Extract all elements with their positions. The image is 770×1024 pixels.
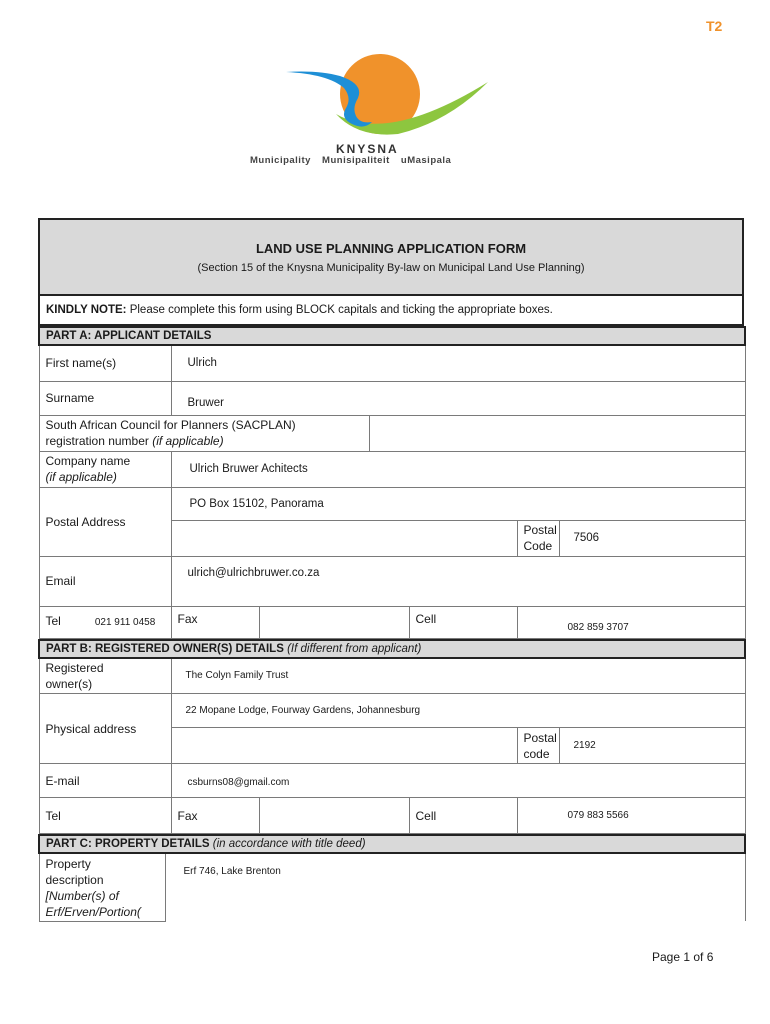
sacplan-label [39, 415, 369, 451]
part-b-table [38, 639, 746, 835]
b-email-label: E-mail [39, 764, 171, 798]
b-cell-field[interactable]: 079 883 5566 [517, 798, 745, 834]
kindly-note [39, 295, 743, 325]
property-label-1: Property [45, 857, 91, 871]
physical-address-field[interactable]: 22 Mopane Lodge, Fourway Gardens, Johannesburg [171, 694, 745, 728]
part-c-table [38, 834, 746, 922]
logo-sub-afrikaans: Munisipaliteit [322, 155, 390, 166]
email-field[interactable]: ulrich@ulrichbruwer.co.za [171, 556, 745, 606]
part-b-heading-note: (If different from applicant) [283, 642, 422, 655]
part-a-table [38, 326, 746, 639]
email-label: Email [39, 556, 171, 606]
part-b-heading [39, 640, 745, 658]
tel-label [39, 606, 171, 638]
note-text: Please complete this form using BLOCK capitals and ticking the appropriate boxes. [126, 304, 553, 316]
sacplan-label-note: (if applicable) [152, 434, 224, 448]
b-postal-code-label-2: code [523, 746, 550, 761]
part-a-heading: PART A: APPLICANT DETAILS [39, 327, 745, 345]
owner-label-1: Registered [45, 660, 104, 675]
b-tel-label-text: Tel [45, 808, 61, 823]
b-fax-label: Fax [171, 798, 259, 834]
logo-subtitle [250, 155, 459, 166]
part-b-heading-text: PART B: REGISTERED OWNER(S) DETAILS [46, 642, 284, 655]
form-title-block [39, 219, 743, 295]
property-description-label [39, 853, 165, 921]
part-c-heading-text: PART C: PROPERTY DETAILS [46, 838, 210, 850]
physical-address-line2[interactable] [171, 728, 517, 764]
b-fax-field[interactable] [259, 798, 409, 834]
page-number: Page 1 of 6 [652, 950, 714, 964]
b-tel-label [39, 798, 171, 834]
tel-label-text: Tel [45, 614, 61, 628]
fax-label: Fax [171, 606, 259, 638]
postal-address-field[interactable]: PO Box 15102, Panorama [171, 487, 745, 520]
company-label [39, 451, 171, 487]
sacplan-label-line2 [46, 433, 363, 449]
property-label-2: description [45, 873, 104, 887]
b-cell-label: Cell [409, 798, 517, 834]
property-label-4: Erf/Erven/Portion( [45, 905, 141, 919]
owner-label-2: owner(s) [45, 676, 93, 691]
postal-code-label [517, 520, 559, 556]
postal-code-label-1: Postal [523, 523, 557, 537]
surname-field[interactable]: Bruwer [171, 381, 745, 415]
form-title: LAND USE PLANNING APPLICATION FORM [255, 240, 527, 256]
b-postal-code-label [517, 728, 559, 764]
form-code-tag: T2 [706, 18, 723, 34]
surname-label: Surname [39, 381, 171, 415]
logo-sub-english: Municipality [250, 155, 311, 166]
sacplan-field[interactable] [369, 415, 745, 451]
b-email-field[interactable]: csburns08@gmail.com [171, 764, 745, 798]
form-subtitle: (Section 15 of the Knysna Municipality By-law on Municipal Land Use Planning) [197, 261, 585, 274]
company-field[interactable]: Ulrich Bruwer Achitects [171, 451, 745, 487]
first-name-label: First name(s) [39, 345, 171, 381]
note-label: KINDLY NOTE: [46, 304, 127, 316]
first-name-field[interactable]: Ulrich [171, 345, 745, 381]
logo-sub-xhosa: uMasipala [400, 155, 452, 166]
sacplan-label-line1: South African Council for Planners (SACPLAN) [45, 418, 296, 432]
property-label-3: [Number(s) of [45, 889, 119, 903]
postal-address-label: Postal Address [39, 487, 171, 556]
part-c-heading [39, 835, 745, 853]
postal-code-field[interactable]: 7506 [559, 520, 745, 556]
sacplan-label-text: registration number [45, 434, 153, 448]
part-c-heading-note: (in accordance with title deed) [209, 838, 366, 850]
b-postal-code-label-1: Postal [523, 730, 557, 745]
application-form [38, 218, 744, 922]
owner-label [39, 658, 171, 694]
logo-wordmark: KNYSNA [336, 142, 399, 156]
company-label-note: (if applicable) [45, 470, 117, 484]
postal-address-line2[interactable] [171, 520, 517, 556]
cell-label: Cell [409, 606, 517, 638]
b-postal-code-field[interactable]: 2192 [559, 728, 745, 764]
tel-field[interactable]: 021 911 0458 [94, 617, 156, 628]
property-description-field[interactable]: Erf 746, Lake Brenton [165, 853, 745, 921]
form-header [38, 218, 744, 326]
postal-code-label-2: Code [523, 539, 553, 553]
physical-address-label: Physical address [39, 694, 171, 764]
fax-field[interactable] [259, 606, 409, 638]
cell-field[interactable]: 082 859 3707 [517, 606, 745, 638]
owner-field[interactable]: The Colyn Family Trust [171, 658, 745, 694]
logo-emblem-icon [248, 52, 498, 142]
company-label-text: Company name [45, 454, 131, 468]
